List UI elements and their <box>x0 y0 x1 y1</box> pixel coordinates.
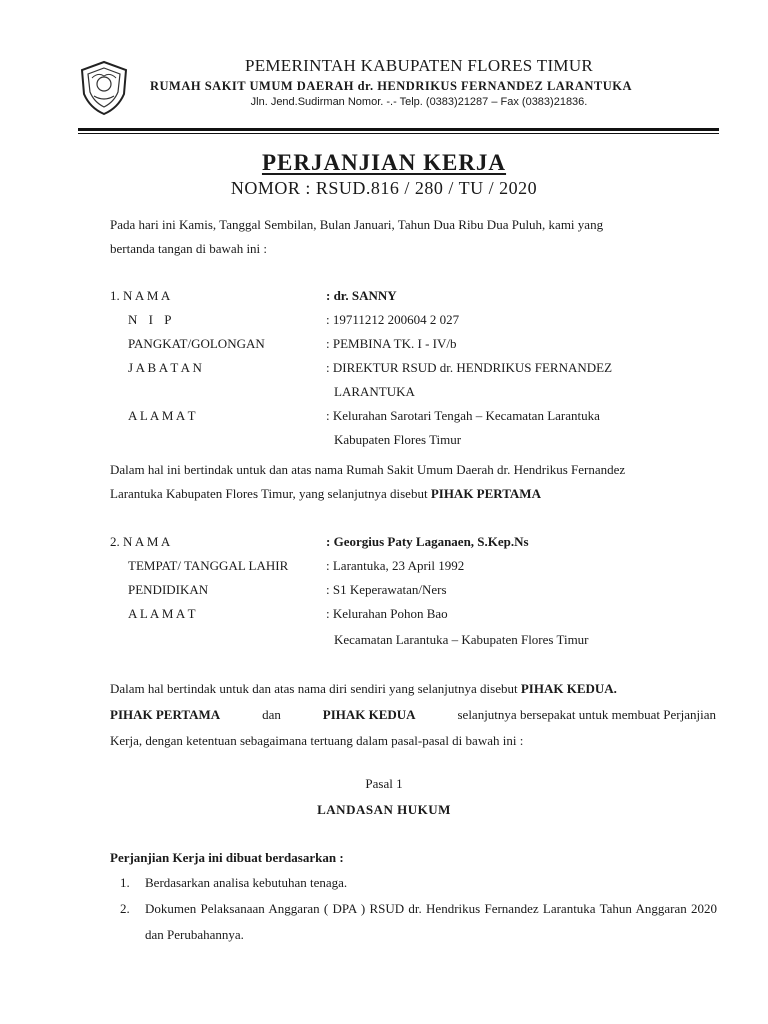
party2-address-label: A L A M A T <box>128 606 196 621</box>
party-2-block <box>0 530 768 654</box>
pihak-pertama-label: PIHAK PERTAMA <box>430 486 541 501</box>
intro-line-1: Pada hari ini Kamis, Tanggal Sembilan, Bulan Januari, Tahun Dua Ribu Dua Puluh, kami yang <box>110 217 604 232</box>
letterhead-government: PEMERINTAH KABUPATEN FLORES TIMUR <box>244 56 594 75</box>
intro-paragraph <box>110 213 716 261</box>
pasal-heading: LANDASAN HUKUM <box>317 802 451 817</box>
party1-position-label: J A B A T A N <box>128 360 202 375</box>
party1-statement <box>110 458 716 506</box>
list-item: 2. Dokumen Pelaksanaan Anggaran ( DPA ) RSUD dr. Hendrikus Fernandez Larantuka Tahun Anggaran 2020 dan Perubahannya. <box>120 901 717 942</box>
agreement-line-1: Dalam hal bertindak untuk dan atas nama diri sendiri yang selanjutnya disebut PIHAK KEDUA. <box>110 681 617 696</box>
party-1-block <box>0 284 768 452</box>
party1-statement-line-2: Larantuka Kabupaten Flores Timur, yang selanjutnya disebut PIHAK PERTAMA <box>110 486 541 501</box>
party2-address-value-1: : Kelurahan Pohon Bao <box>326 606 448 621</box>
intro-line-2: bertanda tangan di bawah ini : <box>110 241 268 256</box>
party2-education-label: PENDIDIKAN <box>128 582 209 597</box>
pasal-lead: Perjanjian Kerja ini dibuat berdasarkan : <box>110 850 344 865</box>
party1-rank-value: : PEMBINA TK. I - IV/b <box>326 336 457 351</box>
legal-basis-list <box>0 870 768 948</box>
party1-nip-value: : 19711212 200604 2 027 <box>326 312 460 327</box>
party2-education-value: : S1 Keperawatan/Ners <box>326 582 447 597</box>
party1-address-label: A L A M A T <box>128 408 196 423</box>
party1-position-value-1: : DIREKTUR RSUD dr. HENDRIKUS FERNANDEZ <box>326 360 613 375</box>
document-title: PERJANJIAN KERJA <box>261 150 507 175</box>
letterhead-address: Jln. Jend.Sudirman Nomor. -.- Telp. (0383)21287 – Fax (0383)21836. <box>250 96 588 108</box>
party1-nip-label: N I P <box>128 312 176 327</box>
party2-birth-label: TEMPAT/ TANGGAL LAHIR <box>128 558 289 573</box>
party1-position-value-2: LARANTUKA <box>334 384 415 399</box>
party1-rank-label: PANGKAT/GOLONGAN <box>128 336 265 351</box>
party1-address-value-2: Kabupaten Flores Timur <box>334 432 462 447</box>
agreement-line-3: Kerja, dengan ketentuan sebagaimana tertuang dalam pasal-pasal di bawah ini : <box>110 733 524 748</box>
agreement-line-2: PIHAK PERTAMA dan PIHAK KEDUA selanjutnya bersepakat untuk membuat Perjanjian <box>110 707 716 722</box>
list-item: 1. Berdasarkan analisa kebutuhan tenaga. <box>120 875 348 890</box>
party1-address-value-1: : Kelurahan Sarotari Tengah – Kecamatan Larantuka <box>326 408 600 423</box>
letterhead-rule-thick <box>78 128 719 131</box>
party2-birth-value: : Larantuka, 23 April 1992 <box>326 558 465 573</box>
pasal-number: Pasal 1 <box>365 776 403 791</box>
pihak-kedua-label: PIHAK KEDUA. <box>520 681 617 696</box>
letterhead-rule-thin <box>78 133 719 134</box>
party2-address-value-2: Kecamatan Larantuka – Kabupaten Flores Timur <box>334 632 589 647</box>
party2-name-label: 2. N A M A <box>110 534 171 549</box>
party1-statement-line-1: Dalam hal ini bertindak untuk dan atas nama Rumah Sakit Umum Daerah dr. Hendrikus Fernandez <box>110 462 626 477</box>
party1-name-label: 1. N A M A <box>110 288 171 303</box>
document-number: NOMOR : RSUD.816 / 280 / TU / 2020 <box>230 178 538 198</box>
agreement-paragraph <box>110 676 716 754</box>
party1-name-value: : dr. SANNY <box>326 288 397 303</box>
party2-name-value: : Georgius Paty Laganaen, S.Kep.Ns <box>326 534 529 549</box>
letterhead-hospital: RUMAH SAKIT UMUM DAERAH dr. HENDRIKUS FERNANDEZ LARANTUKA <box>150 79 633 93</box>
